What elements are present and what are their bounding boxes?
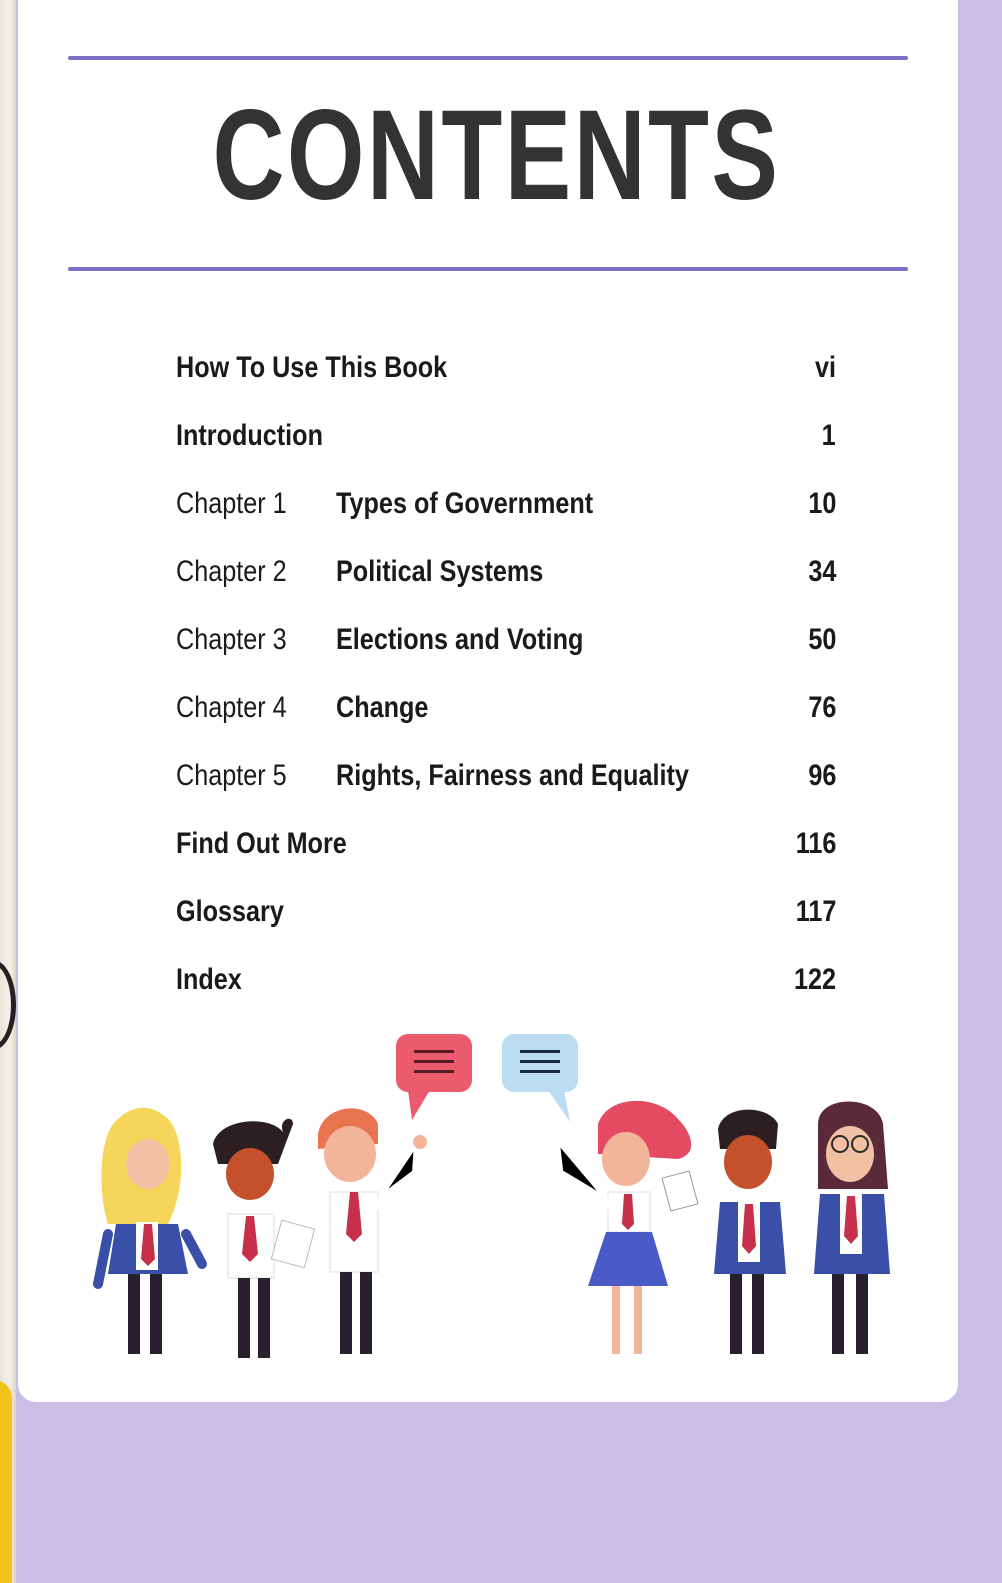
- toc-title: Rights, Fairness and Equality: [336, 759, 689, 792]
- toc-page-number: 117: [795, 895, 836, 928]
- toc-page-number: 34: [807, 555, 836, 588]
- toc-title: How To Use This Book: [176, 351, 448, 384]
- student-blonde-figure: [98, 1108, 202, 1354]
- toc-entry: [176, 340, 836, 408]
- toc-chapter-label: Chapter 1: [176, 487, 287, 520]
- speech-bubble-blue-icon: [502, 1034, 578, 1122]
- book-page-edge: [0, 0, 16, 1583]
- toc-entry: [176, 884, 836, 952]
- toc-title: Types of Government: [336, 487, 594, 520]
- toc-entry: [176, 952, 836, 1020]
- toc-title: Introduction: [176, 419, 323, 452]
- toc-title: Elections and Voting: [336, 623, 584, 656]
- toc-page-number: 76: [807, 691, 836, 724]
- top-rule: [68, 56, 908, 60]
- student-glasses-figure: [814, 1102, 890, 1355]
- toc-entry: [176, 408, 836, 476]
- student-pointing-figure: [318, 1108, 427, 1354]
- toc-title: Glossary: [176, 895, 284, 928]
- toc-page-number: 122: [793, 963, 836, 996]
- toc-page-number: 96: [807, 759, 836, 792]
- toc-title: Political Systems: [336, 555, 544, 588]
- toc-entry: [176, 544, 836, 612]
- student-girl-skirt-figure: [554, 1101, 691, 1354]
- toc-chapter-label: Chapter 3: [176, 623, 287, 656]
- toc-page-number: 10: [807, 487, 836, 520]
- toc-entry: [176, 476, 836, 544]
- toc-chapter-label: Chapter 4: [176, 691, 287, 724]
- toc-entry: [176, 612, 836, 680]
- bottom-rule: [68, 267, 908, 271]
- toc-entry: [176, 816, 836, 884]
- toc-chapter-label: Chapter 2: [176, 555, 287, 588]
- page-title: CONTENTS: [212, 84, 781, 227]
- toc-page-number: vi: [814, 351, 836, 384]
- cover-yellow-decoration: [0, 1380, 12, 1583]
- toc-title: Change: [336, 691, 429, 724]
- toc-page-number: 116: [795, 827, 836, 860]
- toc-entry: [176, 748, 836, 816]
- students-illustration: [78, 1024, 918, 1374]
- speech-bubble-red-icon: [396, 1034, 472, 1120]
- toc-entry: [176, 680, 836, 748]
- toc-title: Find Out More: [176, 827, 347, 860]
- toc-chapter-label: Chapter 5: [176, 759, 287, 792]
- contents-page: [18, 0, 958, 1402]
- toc-title: Index: [176, 963, 242, 996]
- student-writing-figure: [213, 1119, 315, 1358]
- table-of-contents: [176, 340, 836, 1020]
- toc-page-number: 1: [821, 419, 836, 452]
- toc-page-number: 50: [807, 623, 836, 656]
